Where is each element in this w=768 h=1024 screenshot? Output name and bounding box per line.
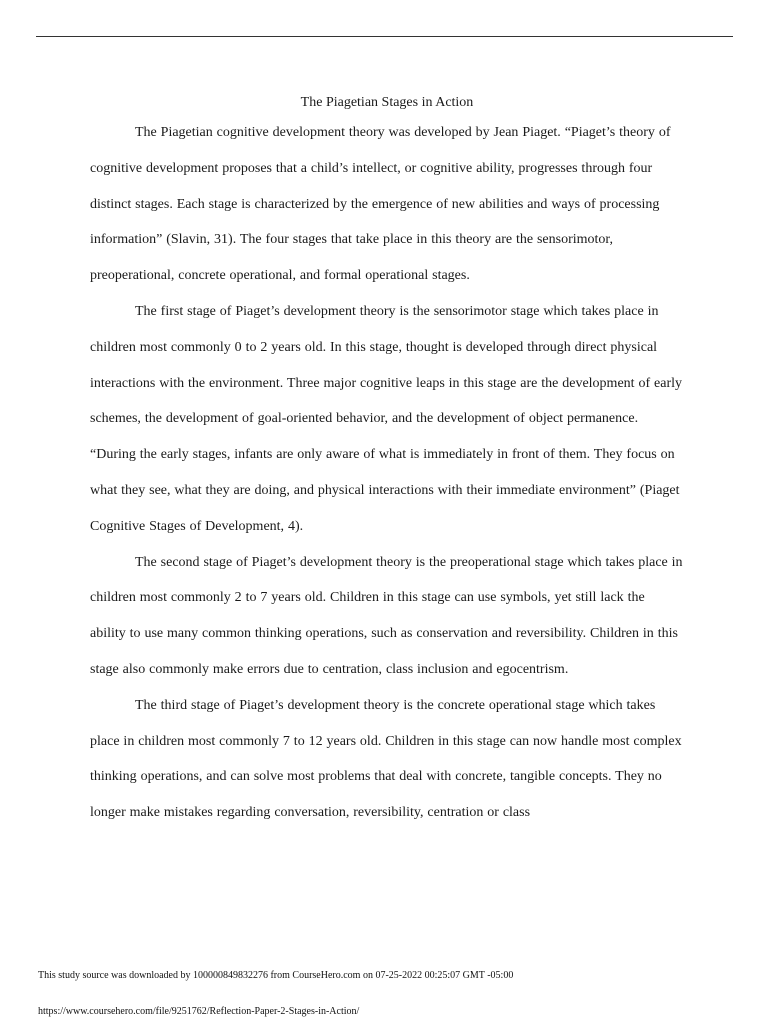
paragraph-preoperational: The second stage of Piaget’s development theory is the preoperational stage which takes place in children most commonly 2 to 7 years old. Children in this stage can use symbols, yet still lack the ability to use many common thinking operations, such as conservation and reversibility. Children in this stage also commonly make errors due to centration, class inclusion and egocentrism. (90, 554, 683, 677)
download-notice: This study source was downloaded by 100000849832276 from CourseHero.com on 07-25-2022 00:25:07 GMT -05:00 (38, 970, 514, 981)
paragraph-intro: The Piagetian cognitive development theory was developed by Jean Piaget. “Piaget’s theory of cognitive development proposes that a child’s intellect, or cognitive ability, progresses through four distinct stages. Each stage is characterized by the emergence of new abilities and ways of processing information” (Slavin, 31). The four stages that take place in this theory are the sensorimotor, preoperational, concrete operational, and formal operational stages. (90, 125, 671, 284)
header-rule (36, 36, 733, 37)
paragraph-concrete-operational: The third stage of Piaget’s development theory is the concrete operational stage which takes place in children most commonly 7 to 12 years old. Children in this stage can now handle most complex thinking operations, and can solve most problems that deal with concrete, tangible concepts. They no longer make mistakes regarding conversation, reversibility, centration or class (90, 697, 682, 821)
paragraph-sensorimotor: The first stage of Piaget’s development theory is the sensorimotor stage which takes place in children most commonly 0 to 2 years old. In this stage, thought is developed through direct physical interactions with the environment. Three major cognitive leaps in this stage are the development of early schemes, the development of goal-oriented behavior, and the development of object permanence. “During the early stages, infants are only aware of what is immediately in front of them. They focus on what they see, what they are doing, and physical interactions with their immediate environment” (Piaget Cognitive Stages of Development, 4). (90, 303, 682, 534)
document-title: The Piagetian Stages in Action (300, 95, 474, 110)
document-body (90, 90, 684, 831)
source-url[interactable]: https://www.coursehero.com/file/9251762/Reflection-Paper-2-Stages-in-Action/ (38, 1006, 360, 1017)
